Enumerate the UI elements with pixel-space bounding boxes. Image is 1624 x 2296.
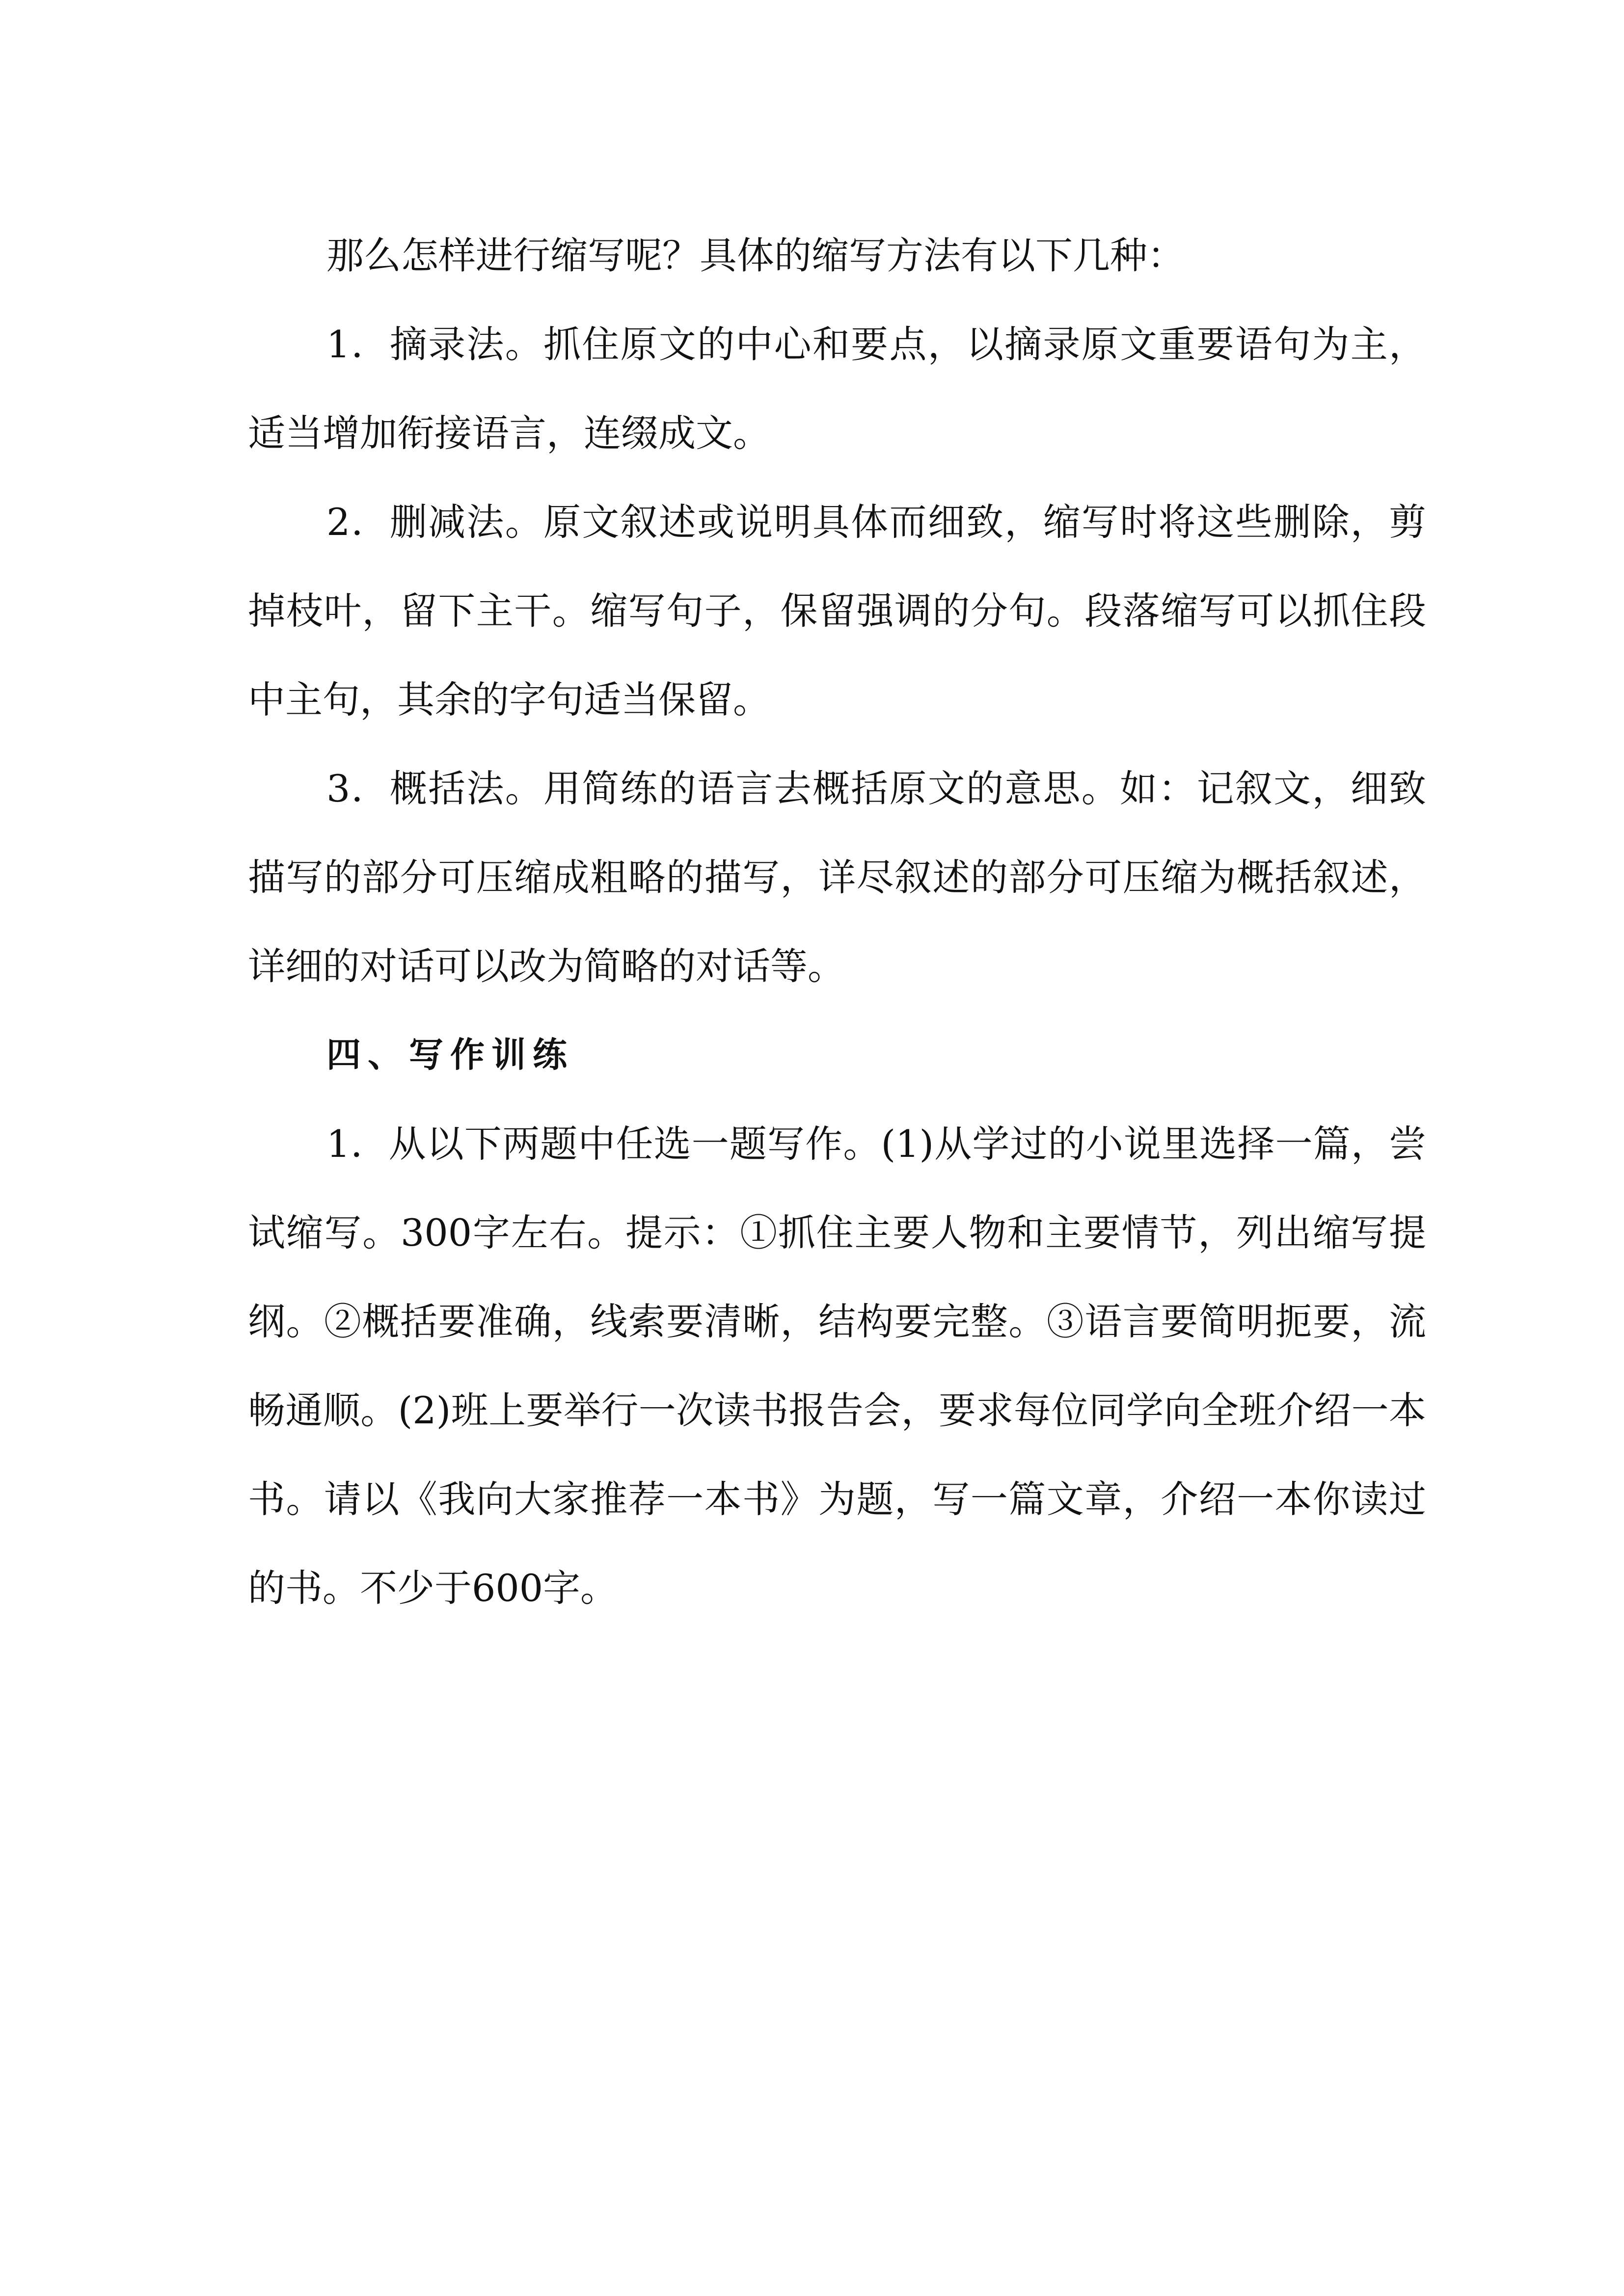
section-heading: 四、写作训练 [326,1035,574,1075]
document-body [248,211,1426,1632]
exercise-paragraph: 1．从以下两题中任选一题写作。(1)从学过的小说里选择一篇，尝试缩写。300字左右。提示：①抓住主要人物和主要情节，列出缩写提纲。②概括要准确，线索要清晰，结构要完整。③语言要简明扼要，流畅通顺。(2)班上要举行一次读书报告会，要求每位同学向全班介绍一本书。请以《我向大家推荐一本书》为题，写一篇文章，介绍一本你读过的书。不少于600字。 [248,1122,1426,1610]
method-deletion-paragraph: 2．删减法。原文叙述或说明具体而细致，缩写时将这些删除，剪掉枝叶，留下主干。缩写句子，保留强调的分句。段落缩写可以抓住段中主句，其余的字句适当保留。 [248,500,1426,721]
intro-paragraph: 那么怎样进行缩写呢？具体的缩写方法有以下几种： [326,234,1185,277]
method-excerpt-paragraph: 1．摘录法。抓住原文的中心和要点，以摘录原文重要语句为主，适当增加衔接语言，连缀成文。 [248,322,1426,455]
method-summary-paragraph: 3．概括法。用简练的语言去概括原文的意思。如：记叙文，细致描写的部分可压缩成粗略的描写，详尽叙述的部分可压缩为概括叙述，详细的对话可以改为简略的对话等。 [248,767,1426,988]
